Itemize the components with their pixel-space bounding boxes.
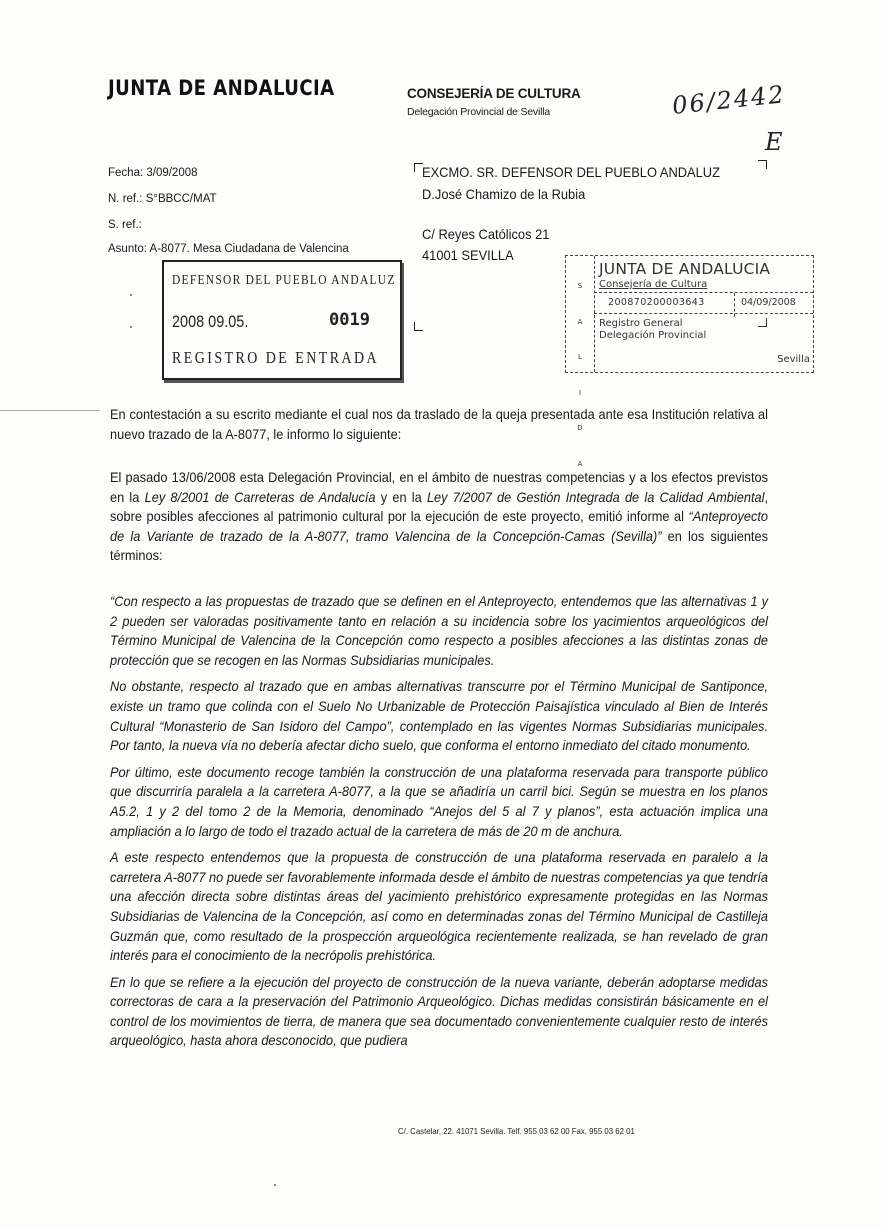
recipient-city: 41001 SEVILLA xyxy=(422,247,514,263)
stamp-header: DEFENSOR DEL PUEBLO ANDALUZ xyxy=(172,272,396,287)
quote-paragraph: En lo que se refiere a la ejecución del proyecto de construcción de la nueva variante, deberán adoptarse medidas correctoras de cara a la preservación del Patrimonio Arqueológico. Dichas medidas consistirán básicamente en el control de los movimientos de tierra, de manera que sea documentado convenientemente cualquier resto de interés arqueológico, hasta ahora desconocido, que pudiera xyxy=(110,974,768,1049)
text-run: El pasado 13/06/2008 esta Delegación Provincial, en el ámbito de nuestras competencias y a los efectos previstos en la xyxy=(110,470,768,505)
subject-field: Asunto: A-8077. Mesa Ciudadana de Valencina xyxy=(108,243,349,255)
entry-registration-stamp xyxy=(162,260,402,380)
stamp-footer: REGISTRO DE ENTRADA xyxy=(172,348,380,367)
our-reference: N. ref.: S°BBCC/MAT xyxy=(108,193,217,205)
exit-stamp-title: JUNTA DE ANDALUCIA xyxy=(599,260,771,278)
project-title: “Anteproyecto de la Variante de trazado de la A-8077, tramo Valencina de la Concepción-Camas (Sevilla)” xyxy=(110,509,768,544)
office-name: Delegación Provincial de Sevilla xyxy=(407,106,551,118)
scan-speck xyxy=(130,326,132,328)
department-name: CONSEJERÍA DE CULTURA xyxy=(407,86,581,101)
law-citation: Ley 7/2007 de Gestión Integrada de la Calidad Ambiental xyxy=(426,489,765,505)
scan-speck xyxy=(130,294,132,296)
text-run: , sobre posibles afecciones al patrimonio cultural por la ejecución de este proyecto, emitió informe al xyxy=(110,489,768,525)
quote-paragraph: Por último, este documento recoge también la construcción de una plataforma reservada para transporte público que discurriría paralela a la carretera A-8077, a la que se añadiría un carril bici. Según se muestra en los planos A5.2, 1 y 2 del tomo 2 de la Memoria, denominado “Anejos del 5 al 7 y planos”, esta actuación implica una ampliación a lo largo de todo el trazado actual de la carretera de más de 20 m de anchura. xyxy=(110,764,768,839)
side-letter: L xyxy=(578,353,582,361)
stamp-number: 0019 xyxy=(329,310,370,330)
registry-date: 04/09/2008 xyxy=(734,293,796,317)
paragraph-text xyxy=(110,468,768,566)
text-run: y en la xyxy=(375,489,427,505)
scan-artifact-line xyxy=(0,410,100,411)
exit-stamp-subtitle: Consejería de Cultura xyxy=(599,279,708,290)
corner-mark-icon xyxy=(758,318,767,327)
side-letter: A xyxy=(577,459,583,468)
side-letter: A xyxy=(577,317,583,326)
quoted-report xyxy=(110,592,768,1051)
your-reference: S. ref.: xyxy=(108,219,142,231)
quote-paragraph: No obstante, respecto al trazado que en ambas alternativas transcurre por el Término Municipal de Santiponce, existe un tramo que colinda con el Suelo No Urbanizable de Protección Paisajística vinculado al Bien de Interés Cultural “Monasterio de San Isidoro del Campo”, contemplado en las vigentes Normas Subsidiarias municipales. Por tanto, la nueva vía no debería afectar dicho suelo, que conforma el entorno inmediato del citado monumento. xyxy=(110,679,768,754)
recipient-title: EXCMO. SR. DEFENSOR DEL PUEBLO ANDALUZ xyxy=(422,164,720,180)
exit-stamp-office xyxy=(599,318,706,342)
intro-paragraph xyxy=(110,405,768,444)
quote-paragraph: A este respecto entendemos que la propuesta de construcción de una plataforma reservada en paralelo a la carretera A-8077 no puede ser favorablemente informada desde el ámbito de nuestras competencias ya que tendría una afección directa sobre distintas áreas del yacimiento prehistórico expresamente protegidas en las Normas Subsidiarias de Valencina de la Concepción, así como en determinadas zonas del Término Municipal de Castilleja Guzmán que, como resultado de la prospección arqueológica recientemente realizada, se han revelado de gran interés para el conocimiento de la necrópolis prehistórica. xyxy=(110,850,768,964)
date-field: Fecha: 3/09/2008 xyxy=(108,167,198,179)
quote-paragraph: “Con respecto a las propuestas de trazado que se definen en el Anteproyecto, entendemos que las alternativas 1 y 2 pueden ser valoradas positivamente tanto en relación a su incidencia sobre los yacimientos arqueológicos del Término Municipal de Valencina de la Concepción como respecto a posibles afecciones a las distintas zonas de protección que se recogen en las Normas Subsidiarias municipales. xyxy=(110,594,768,668)
exit-registration-stamp xyxy=(565,255,814,468)
recipient-street: C/ Reyes Católicos 21 xyxy=(422,226,550,242)
exit-stamp-city: Sevilla xyxy=(777,354,810,365)
handwritten-letter: E xyxy=(765,128,783,156)
organization-logo: JUNTA DE ANDALUCIA xyxy=(108,76,335,100)
footer-address: C/. Castelar, 22. 41071 Sevilla. Telf. 955 03 62 00 Fax. 955 03 62 01 xyxy=(398,1126,635,1136)
side-letter: S xyxy=(577,282,583,290)
report-paragraph xyxy=(110,468,768,566)
address-corner-top-right xyxy=(758,160,767,169)
registry-number: 200870200003643 xyxy=(608,297,705,308)
text-run: en los siguientes términos: xyxy=(110,528,768,564)
side-letter: D xyxy=(577,424,583,432)
address-corner-bottom-left xyxy=(414,322,423,331)
stamp-side-label xyxy=(566,256,595,468)
recipient-name: D.José Chamizo de la Rubia xyxy=(422,186,586,202)
office-line: Delegación Provincial xyxy=(599,330,707,341)
scan-speck xyxy=(274,1184,276,1186)
handwritten-reference: 06/2442 xyxy=(670,80,787,120)
stamp-date: 2008 09.05. xyxy=(172,312,249,331)
office-line: Registro General xyxy=(599,318,683,329)
side-letter: I xyxy=(578,388,582,397)
exit-stamp-registry-row xyxy=(594,292,813,314)
law-citation: Ley 8/2001 de Carreteras de Andalucía xyxy=(144,489,376,505)
paragraph-text: En contestación a su escrito mediante el cual nos da traslado de la queja presentada ante esa Institución relativa al nuevo trazado de la A-8077, le informo lo siguiente: xyxy=(110,407,768,442)
